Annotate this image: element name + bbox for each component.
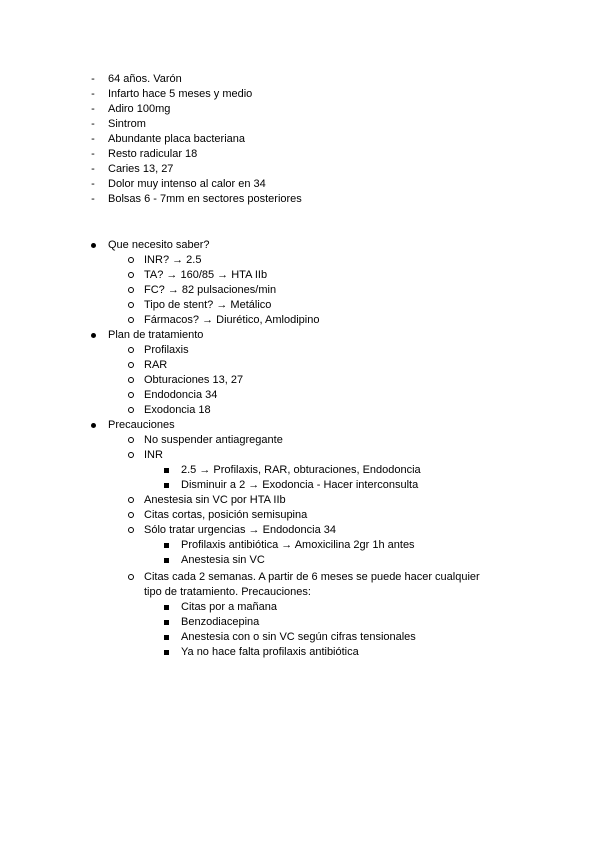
bullet-square-icon — [159, 463, 173, 478]
bullet-circle-icon — [124, 523, 138, 538]
bullet-circle-icon — [124, 343, 138, 358]
bullet-circle-icon — [124, 403, 138, 418]
dash-bullet: - — [91, 103, 95, 115]
bullet-circle-icon — [124, 493, 138, 508]
dash-bullet: - — [91, 73, 95, 85]
bullet-square-icon — [159, 538, 173, 553]
bullet-square-icon — [159, 630, 173, 645]
bullet-circle-icon — [124, 283, 138, 298]
bullet-square-icon — [159, 615, 173, 630]
bullet-circle-icon — [124, 388, 138, 403]
bullet-dot-icon — [86, 328, 100, 343]
bullet-circle-icon — [124, 253, 138, 268]
bullet-circle-icon — [124, 298, 138, 313]
dash-bullet: - — [91, 163, 95, 175]
bullet-circle-icon — [124, 433, 138, 448]
dash-bullet: - — [91, 148, 95, 160]
bullet-circle-icon — [124, 508, 138, 523]
bullet-circle-icon — [124, 448, 138, 463]
bullet-dot-icon — [86, 238, 100, 253]
dash-bullet: - — [91, 193, 95, 205]
bullet-dot-icon — [86, 418, 100, 433]
bullet-circle-icon — [124, 268, 138, 283]
bullet-circle-icon — [124, 373, 138, 388]
bullet-square-icon — [159, 478, 173, 493]
dash-bullet: - — [91, 133, 95, 145]
bullet-square-icon — [159, 600, 173, 615]
bullet-circle-icon — [124, 570, 138, 585]
dash-bullet: - — [91, 88, 95, 100]
bullet-square-icon — [159, 553, 173, 568]
bullet-circle-icon — [124, 358, 138, 373]
bullet-circle-icon — [124, 313, 138, 328]
document-page: - 64 años. Varón - Infarto hace 5 meses y medio - Adiro 100mg - Sintrom - Abundante placa bacteriana - Resto radicular 18 - Caries 13, 27 - Dolor muy intenso al calor en 34 - Bolsas 6 - 7mm en sectores posteriores Que necesito saber? INR? → 2.5 TA? → 160/85 → HTA IIb FC? → 82 pulsaciones/min Tipo de stent? → Metálico Fármacos? → Diurético, Amlodipino Plan de tratamiento Profilaxis RAR Obturaciones 13, 27 Endodoncia 34 Exodoncia 18 Precauciones No suspender antiagregante INR 2.5 → Profilaxis, RAR, obturaciones, Endodoncia Disminuir a 2 → Exodoncia - Hacer interconsulta Anestesia sin VC por HTA IIb Citas cortas, posición semisupina Sólo tratar urgencias → Endodoncia 34 Profilaxis antibiótica → Amoxicilina 2gr 1h antes Anestesia sin VC Citas cada 2 semanas. A partir de 6 meses se puede hacer cualquier tipo de tratamiento. Precauciones: Citas por a mañana Benzodiacepina Anestesia con o sin VC según cifras tensionales Ya no hace falta profilaxis antibiótica — [0, 0, 600, 848]
dash-bullet: - — [91, 178, 95, 190]
bullet-square-icon — [159, 645, 173, 660]
dash-bullet: - — [91, 118, 95, 130]
